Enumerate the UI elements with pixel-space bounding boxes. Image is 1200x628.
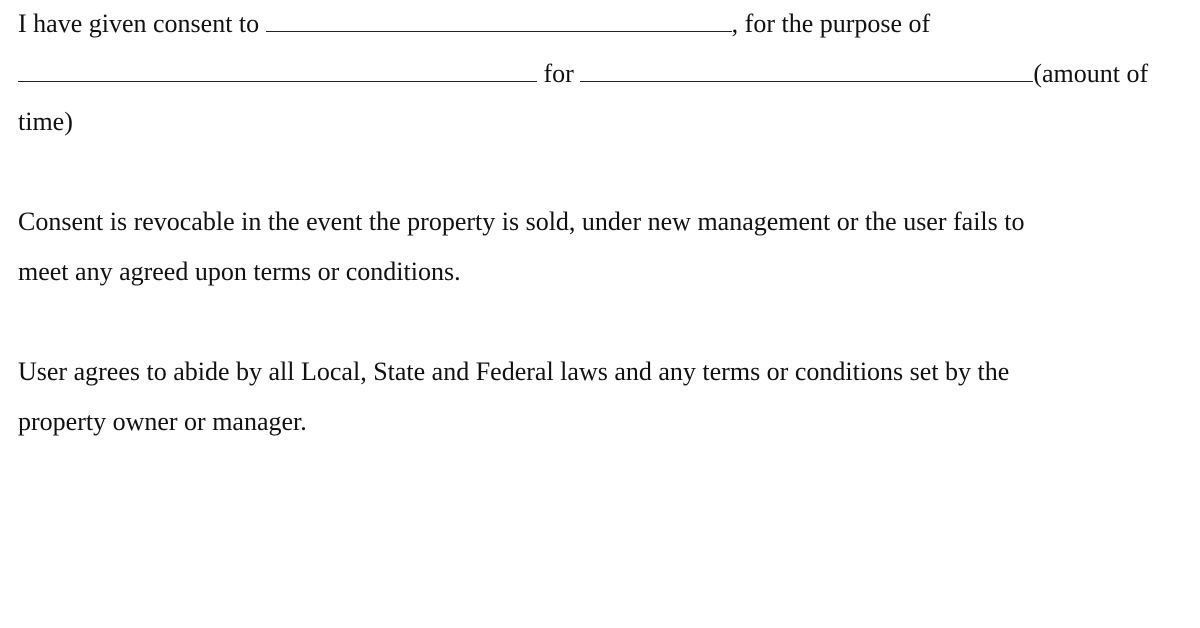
duration-blank[interactable] (580, 57, 1033, 82)
laws-text-line1: User agrees to abide by all Local, State and Federal laws and any terms or conditions set by the (18, 357, 1010, 386)
grantee-blank[interactable] (266, 7, 732, 32)
revocable-text-line1: Consent is revocable in the event the property is sold, under new management or the user fails to (18, 207, 1025, 236)
consent-prefix: I have given consent to (18, 9, 260, 38)
consent-line-1 (18, 7, 930, 39)
amount-label: (amount of (1033, 59, 1149, 88)
consent-line-2 (18, 57, 1148, 89)
laws-text-line2: property owner or manager. (18, 407, 307, 436)
purpose-label: , for the purpose of (731, 9, 931, 38)
purpose-blank[interactable] (18, 57, 537, 82)
time-label: time) (18, 107, 73, 136)
for-label: for (543, 59, 574, 88)
revocable-text-line2: meet any agreed upon terms or conditions. (18, 257, 461, 286)
